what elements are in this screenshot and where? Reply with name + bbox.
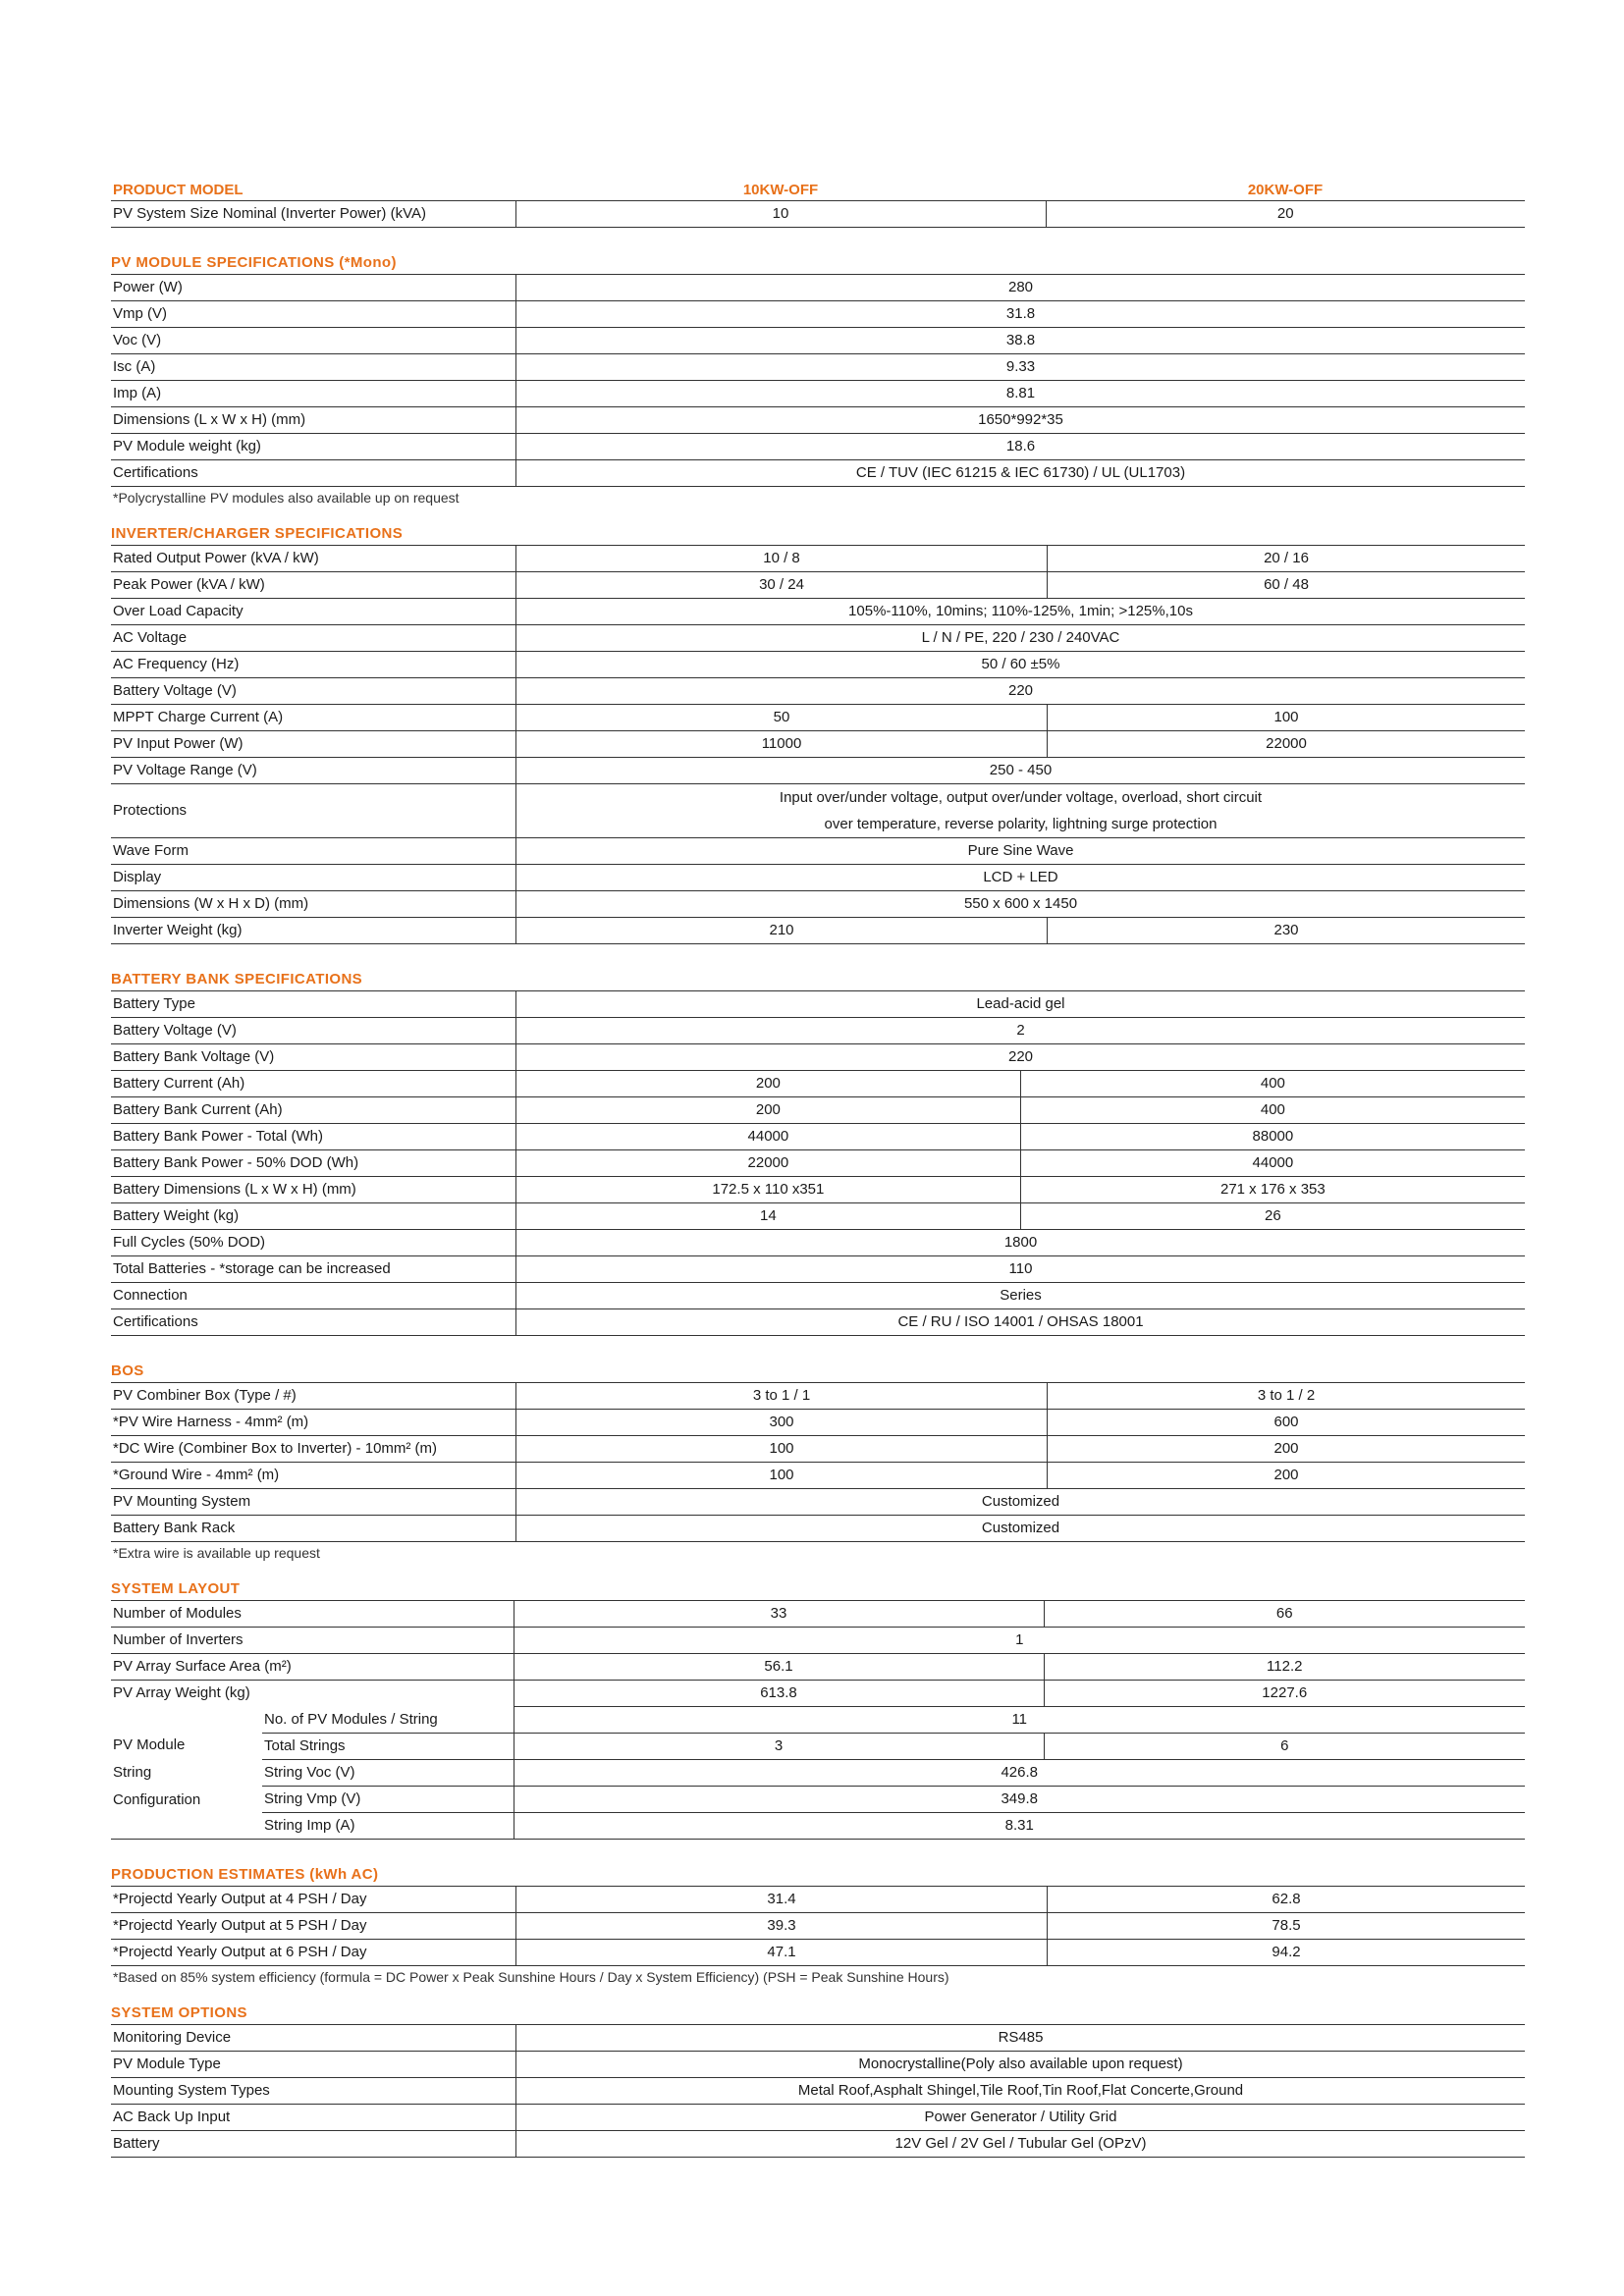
row-value: 112.2 (1044, 1654, 1525, 1681)
row-value: 110 (516, 1256, 1526, 1283)
table-row (111, 1887, 1525, 1913)
table-row (111, 2105, 1525, 2131)
table-row (111, 758, 1525, 784)
section-title-inverter: INVERTER/CHARGER SPECIFICATIONS (111, 525, 404, 542)
table-row (111, 705, 1525, 731)
row-value: 56.1 (514, 1654, 1044, 1681)
table-row (111, 991, 1525, 1018)
section-title-battery: BATTERY BANK SPECIFICATIONS (111, 971, 363, 988)
row-label: No. of PV Modules / String (262, 1707, 514, 1734)
row-label: Total Strings (262, 1734, 514, 1760)
inverter-table (111, 545, 1525, 944)
table-row (111, 1813, 1525, 1840)
row-value: 230 (1048, 918, 1526, 944)
row-value: 30 / 24 (516, 572, 1048, 599)
row-label: PV System Size Nominal (Inverter Power) (kVA) (111, 201, 515, 228)
row-value: 8.81 (516, 381, 1526, 407)
row-label: Power (W) (111, 275, 516, 301)
row-value: 250 - 450 (516, 758, 1526, 784)
row-label: Certifications (111, 1309, 516, 1336)
row-value: 44000 (1020, 1150, 1525, 1177)
row-value: Lead-acid gel (516, 991, 1526, 1018)
row-label: Dimensions (L x W x H) (mm) (111, 407, 516, 434)
row-label: Battery Type (111, 991, 516, 1018)
table-row (111, 201, 1525, 228)
table-row (111, 1018, 1525, 1044)
row-label: Inverter Weight (kg) (111, 918, 516, 944)
table-row (111, 1463, 1525, 1489)
row-label: Certifications (111, 460, 516, 487)
table-row (111, 1913, 1525, 1940)
battery-table (111, 990, 1525, 1336)
row-value: 6 (1044, 1734, 1525, 1760)
row-label: AC Voltage (111, 625, 516, 652)
table-row (111, 678, 1525, 705)
row-label: *PV Wire Harness - 4mm² (m) (111, 1410, 516, 1436)
row-label: Voc (V) (111, 328, 516, 354)
row-value: 3 to 1 / 1 (516, 1383, 1048, 1410)
row-value: Power Generator / Utility Grid (516, 2105, 1526, 2131)
row-label: PV Mounting System (111, 1489, 516, 1516)
table-row (111, 1436, 1525, 1463)
table-row (111, 1681, 1525, 1707)
row-value: 50 (516, 705, 1048, 731)
row-value: 200 (516, 1097, 1021, 1124)
row-value: CE / RU / ISO 14001 / OHSAS 18001 (516, 1309, 1526, 1336)
table-row (111, 460, 1525, 487)
row-label: MPPT Charge Current (A) (111, 705, 516, 731)
row-label: Wave Form (111, 838, 516, 865)
row-value: 94.2 (1048, 1940, 1526, 1966)
row-label: AC Back Up Input (111, 2105, 516, 2131)
row-label: Battery Current (Ah) (111, 1071, 516, 1097)
row-value: 26 (1020, 1203, 1525, 1230)
table-row (111, 2078, 1525, 2105)
row-value: 300 (516, 1410, 1048, 1436)
row-value: 78.5 (1048, 1913, 1526, 1940)
header-label: PRODUCT MODEL (111, 180, 515, 201)
row-value: 3 (514, 1734, 1044, 1760)
table-row (111, 1489, 1525, 1516)
table-row (111, 328, 1525, 354)
row-value: 33 (514, 1601, 1044, 1628)
table-row (111, 407, 1525, 434)
row-value: 31.8 (516, 301, 1526, 328)
row-label: PV Input Power (W) (111, 731, 516, 758)
row-value: Monocrystalline(Poly also available upon request) (516, 2052, 1526, 2078)
layout-table (111, 1600, 1525, 1840)
protections-line-2: over temperature, reverse polarity, lightning surge protection (824, 816, 1218, 832)
row-value: 50 / 60 ±5% (516, 652, 1526, 678)
row-value: 31.4 (516, 1887, 1048, 1913)
row-value: 1800 (516, 1230, 1526, 1256)
row-label: Battery Bank Power - 50% DOD (Wh) (111, 1150, 516, 1177)
table-row (111, 1940, 1525, 1966)
section-title-options: SYSTEM OPTIONS (111, 2004, 247, 2021)
row-label: Battery Dimensions (L x W x H) (mm) (111, 1177, 516, 1203)
row-value: 426.8 (514, 1760, 1525, 1787)
table-row (111, 1787, 1525, 1813)
table-row (111, 784, 1525, 838)
row-value: 349.8 (514, 1787, 1525, 1813)
row-label: Vmp (V) (111, 301, 516, 328)
row-value: 9.33 (516, 354, 1526, 381)
row-value: 613.8 (514, 1681, 1044, 1707)
table-row (111, 1124, 1525, 1150)
row-label: *DC Wire (Combiner Box to Inverter) - 10mm² (m) (111, 1436, 516, 1463)
table-row (111, 1071, 1525, 1097)
row-value: LCD + LED (516, 865, 1526, 891)
row-value: Series (516, 1283, 1526, 1309)
row-value: 11 (514, 1707, 1525, 1734)
row-value: Metal Roof,Asphalt Shingel,Tile Roof,Tin Roof,Flat Concerte,Ground (516, 2078, 1526, 2105)
row-value: RS485 (516, 2025, 1526, 2052)
row-label: String Imp (A) (262, 1813, 514, 1840)
row-value: 88000 (1020, 1124, 1525, 1150)
production-table (111, 1886, 1525, 1966)
table-row (111, 918, 1525, 944)
row-value: 280 (516, 275, 1526, 301)
row-label: String Voc (V) (262, 1760, 514, 1787)
row-value: 200 (1048, 1463, 1526, 1489)
row-label: *Ground Wire - 4mm² (m) (111, 1463, 516, 1489)
row-value: 14 (516, 1203, 1021, 1230)
table-row (111, 865, 1525, 891)
row-value: 20 (1046, 201, 1525, 228)
row-label: Number of Inverters (111, 1628, 514, 1654)
section-title-pv-module: PV MODULE SPECIFICATIONS (*Mono) (111, 254, 397, 271)
table-row (111, 572, 1525, 599)
row-label: Imp (A) (111, 381, 516, 407)
table-row (111, 2052, 1525, 2078)
group-label-line: PV Module (113, 1735, 186, 1753)
row-label: Total Batteries - *storage can be increased (111, 1256, 516, 1283)
spec-document (111, 180, 1525, 2158)
table-row (111, 1628, 1525, 1654)
row-label: Full Cycles (50% DOD) (111, 1230, 516, 1256)
table-row (111, 381, 1525, 407)
table-row (111, 354, 1525, 381)
table-row (111, 1383, 1525, 1410)
header-col1: 10KW-OFF (515, 180, 1046, 201)
row-value: 12V Gel / 2V Gel / Tubular Gel (OPzV) (516, 2131, 1526, 2158)
table-row (111, 2025, 1525, 2052)
row-value: 22000 (516, 1150, 1021, 1177)
row-value: 550 x 600 x 1450 (516, 891, 1526, 918)
table-row (111, 1734, 1525, 1760)
table-row (111, 2131, 1525, 2158)
product-model-table (111, 180, 1525, 228)
row-value: 271 x 176 x 353 (1020, 1177, 1525, 1203)
row-label: Monitoring Device (111, 2025, 516, 2052)
row-label: Connection (111, 1283, 516, 1309)
row-value: 62.8 (1048, 1887, 1526, 1913)
row-label: *Projectd Yearly Output at 6 PSH / Day (111, 1940, 516, 1966)
table-row (111, 891, 1525, 918)
table-row (111, 625, 1525, 652)
row-value: Customized (516, 1516, 1526, 1542)
row-label: PV Voltage Range (V) (111, 758, 516, 784)
table-row (111, 1097, 1525, 1124)
row-value: 600 (1048, 1410, 1526, 1436)
row-label: PV Array Weight (kg) (111, 1681, 514, 1707)
row-label: Isc (A) (111, 354, 516, 381)
row-label: Over Load Capacity (111, 599, 516, 625)
table-row (111, 652, 1525, 678)
row-value: Pure Sine Wave (516, 838, 1526, 865)
row-label: PV Combiner Box (Type / #) (111, 1383, 516, 1410)
table-row (111, 301, 1525, 328)
pv-module-note: *Polycrystalline PV modules also available up on request (113, 490, 460, 506)
table-row (111, 1044, 1525, 1071)
row-value: 1 (514, 1628, 1525, 1654)
table-row (111, 731, 1525, 758)
bos-note: *Extra wire is available up request (113, 1545, 320, 1561)
row-value: 400 (1020, 1071, 1525, 1097)
section-title-layout: SYSTEM LAYOUT (111, 1580, 241, 1597)
bos-table (111, 1382, 1525, 1542)
row-label: Number of Modules (111, 1601, 514, 1628)
row-value: 3 to 1 / 2 (1048, 1383, 1526, 1410)
row-value: 38.8 (516, 328, 1526, 354)
row-value: 105%-110%, 10mins; 110%-125%, 1min; >125%,10s (516, 599, 1526, 625)
table-row (111, 1707, 1525, 1734)
row-value: 20 / 16 (1048, 546, 1526, 572)
table-row (111, 1760, 1525, 1787)
row-value: Customized (516, 1489, 1526, 1516)
section-title-production: PRODUCTION ESTIMATES (kWh AC) (111, 1866, 379, 1883)
group-label-line: Configuration (113, 1790, 201, 1808)
row-label: *Projectd Yearly Output at 5 PSH / Day (111, 1913, 516, 1940)
table-row (111, 546, 1525, 572)
row-value: 220 (516, 1044, 1526, 1071)
row-value: CE / TUV (IEC 61215 & IEC 61730) / UL (UL1703) (516, 460, 1526, 487)
row-label: Rated Output Power (kVA / kW) (111, 546, 516, 572)
table-row (111, 838, 1525, 865)
table-row (111, 1516, 1525, 1542)
row-value: 172.5 x 110 x351 (516, 1177, 1021, 1203)
table-row (111, 1601, 1525, 1628)
row-label: Battery (111, 2131, 516, 2158)
table-row (111, 1203, 1525, 1230)
row-value: 100 (516, 1436, 1048, 1463)
row-label: Peak Power (kVA / kW) (111, 572, 516, 599)
header-col2: 20KW-OFF (1046, 180, 1525, 201)
row-value: 66 (1044, 1601, 1525, 1628)
table-row (111, 1410, 1525, 1436)
pv-module-table (111, 274, 1525, 487)
row-value: 8.31 (514, 1813, 1525, 1840)
group-label-line: String (113, 1763, 152, 1781)
row-label: String Vmp (V) (262, 1787, 514, 1813)
table-row (111, 599, 1525, 625)
row-label: Display (111, 865, 516, 891)
row-label: *Projectd Yearly Output at 4 PSH / Day (111, 1887, 516, 1913)
protections-line-1: Input over/under voltage, output over/under voltage, overload, short circuit (779, 789, 1263, 806)
production-note: *Based on 85% system efficiency (formula = DC Power x Peak Sunshine Hours / Day x System Efficiency) (PSH = Peak Sunshine Hours) (113, 1969, 949, 1985)
options-table (111, 2024, 1525, 2158)
row-label: Battery Bank Rack (111, 1516, 516, 1542)
row-label: Battery Weight (kg) (111, 1203, 516, 1230)
row-value: 10 (515, 201, 1046, 228)
table-row (111, 1283, 1525, 1309)
row-label: PV Array Surface Area (m²) (111, 1654, 514, 1681)
table-row (111, 1150, 1525, 1177)
row-value: 400 (1020, 1097, 1525, 1124)
row-value: 100 (516, 1463, 1048, 1489)
table-row (111, 1654, 1525, 1681)
row-value: 200 (516, 1071, 1021, 1097)
table-row (111, 275, 1525, 301)
row-value: 44000 (516, 1124, 1021, 1150)
row-label: Battery Voltage (V) (111, 678, 516, 705)
table-row (111, 434, 1525, 460)
row-value: 1227.6 (1044, 1681, 1525, 1707)
row-value: 47.1 (516, 1940, 1048, 1966)
row-value (516, 784, 1526, 838)
row-label: PV Module weight (kg) (111, 434, 516, 460)
table-row (111, 1177, 1525, 1203)
row-label: Battery Bank Power - Total (Wh) (111, 1124, 516, 1150)
row-value: 11000 (516, 731, 1048, 758)
row-label: Mounting System Types (111, 2078, 516, 2105)
table-row (111, 1309, 1525, 1336)
table-row (111, 1256, 1525, 1283)
row-value: 60 / 48 (1048, 572, 1526, 599)
table-row (111, 1230, 1525, 1256)
row-value: 22000 (1048, 731, 1526, 758)
row-label: AC Frequency (Hz) (111, 652, 516, 678)
row-label: Battery Bank Current (Ah) (111, 1097, 516, 1124)
row-value: 1650*992*35 (516, 407, 1526, 434)
row-value: 39.3 (516, 1913, 1048, 1940)
row-value: 18.6 (516, 434, 1526, 460)
row-value: 210 (516, 918, 1048, 944)
section-title-bos: BOS (111, 1362, 144, 1379)
row-label: PV Module Type (111, 2052, 516, 2078)
row-value: 100 (1048, 705, 1526, 731)
header-row (111, 180, 1525, 201)
pv-module-string-config-label (111, 1707, 262, 1840)
row-label: Protections (111, 784, 516, 838)
row-value: 10 / 8 (516, 546, 1048, 572)
row-value: 220 (516, 678, 1526, 705)
row-value: 200 (1048, 1436, 1526, 1463)
row-label: Battery Voltage (V) (111, 1018, 516, 1044)
row-label: Battery Bank Voltage (V) (111, 1044, 516, 1071)
row-label: Dimensions (W x H x D) (mm) (111, 891, 516, 918)
row-value: 2 (516, 1018, 1526, 1044)
row-value: L / N / PE, 220 / 230 / 240VAC (516, 625, 1526, 652)
